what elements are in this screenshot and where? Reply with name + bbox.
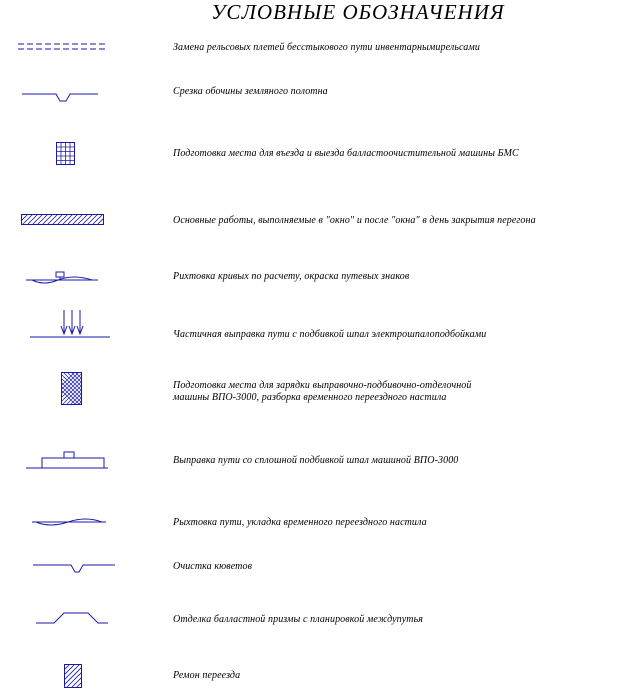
legend-text: Ремон переезда: [173, 670, 241, 681]
legend-row: [0, 512, 620, 532]
grid-square-icon: [56, 142, 76, 166]
page-title-text: УСЛОВНЫЕ ОБОЗНАЧЕНИЯ: [211, 0, 505, 24]
legend-text: Подготовка места для въезда и выезда балластоочистительной машины БМС: [173, 148, 519, 159]
legend-description: [173, 670, 240, 682]
legend-description: [173, 329, 486, 341]
legend-text: Подготовка места для зарядки выправочно-подбивочно-отделочной: [173, 380, 472, 391]
legend-description: [173, 380, 471, 404]
vpo-machine-icon: [26, 450, 110, 472]
legend-text: Рыхтовка пути, укладка временного переездного настила: [173, 517, 427, 528]
legend-text: Очистка кюветов: [173, 561, 253, 572]
legend-text: Срезка обочины земляного полотна: [173, 86, 328, 97]
shoulder-cut-icon: [22, 90, 100, 104]
page-title: [0, 0, 620, 24]
legend-text: Замена рельсовых плетей бесстыкового пути инвентарнымирельсами: [173, 42, 480, 53]
legend-text: Рихтовка кривых по расчету, окраска путевых знаков: [173, 271, 410, 282]
crossing-repair-icon: [64, 664, 84, 690]
legend-row: [0, 308, 620, 342]
legend-text: Выправка пути со сплошной подбивкой шпал машиной ВПО-3000: [173, 455, 459, 466]
legend-row: [0, 140, 620, 170]
legend-description: [173, 215, 536, 227]
legend-text: Основные работы, выполняемые в "окно" и после "окна" в день закрытия перегона: [173, 215, 536, 226]
ditch-cleaning-icon: [33, 560, 117, 576]
legend-description: [173, 42, 480, 54]
legend-row: [0, 558, 620, 578]
legend-text: машины ВПО-3000, разборка временного переездного настила: [173, 392, 447, 403]
crosshatch-box-icon: [61, 372, 83, 406]
arrows-tamping-icon: [30, 308, 112, 340]
legend-text: Частичная выправка пути с подбивкой шпал электрошпалоподбойками: [173, 329, 487, 340]
curve-shift-icon: [26, 270, 100, 288]
legend-description: [173, 148, 519, 160]
wave-line-icon: [32, 514, 108, 530]
legend-row: [0, 448, 620, 474]
legend-row: [0, 84, 620, 104]
legend-row: [0, 38, 620, 58]
legend-description: [173, 86, 328, 98]
legend-row: [0, 372, 620, 408]
legend-description: [173, 561, 252, 573]
legend-row: [0, 662, 620, 690]
hatched-bar-icon: [21, 214, 105, 226]
legend-row: [0, 210, 620, 230]
legend-description: [173, 517, 427, 529]
legend-row: [0, 606, 620, 630]
legend-text: Отделка балластной призмы с планировкой междупутья: [173, 614, 424, 625]
legend-description: [173, 455, 458, 467]
legend-description: [173, 271, 409, 283]
legend-description: [173, 614, 423, 626]
legend-row: [0, 268, 620, 290]
ballast-prism-icon: [36, 608, 110, 628]
dashed-double-line-icon: [18, 40, 110, 54]
